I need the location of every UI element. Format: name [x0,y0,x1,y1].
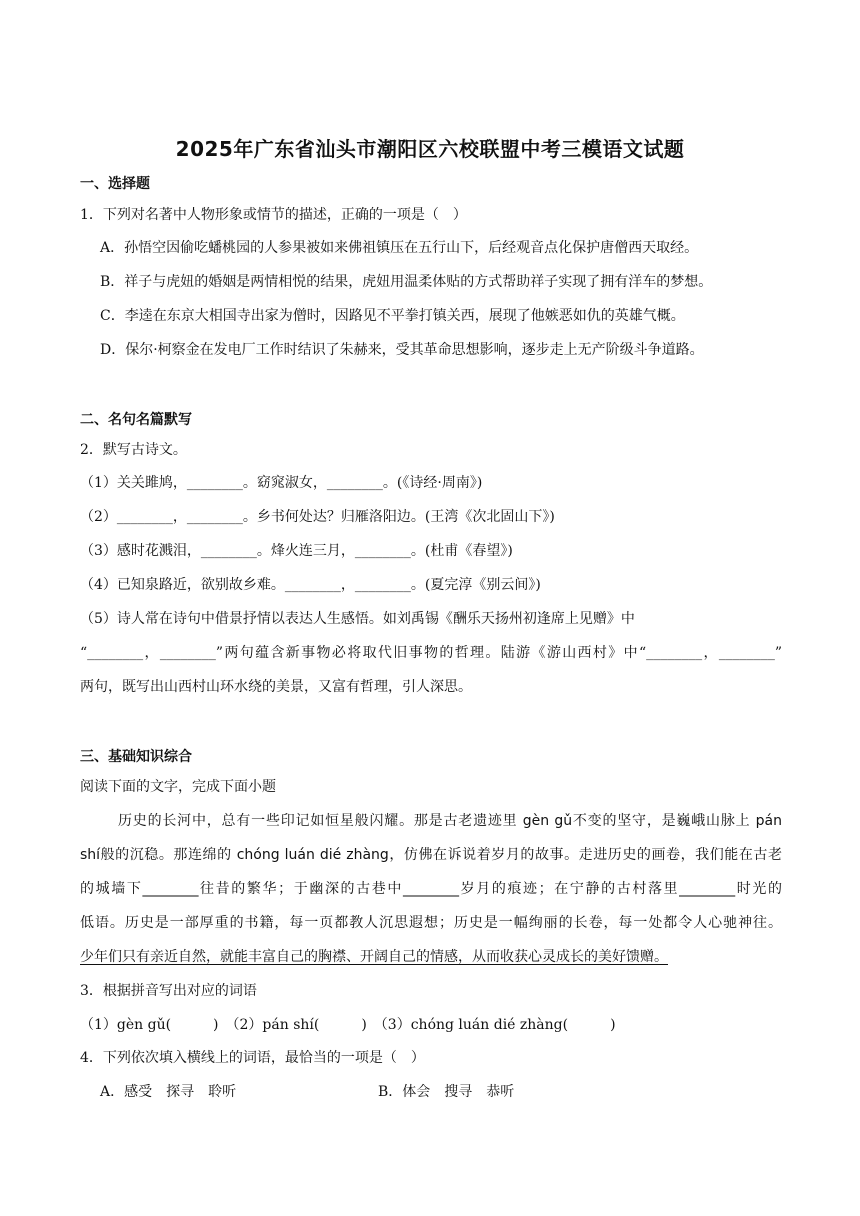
question-4-option-a: A．感受 探寻 聆听 [100,1084,237,1100]
question-1-option-c: C．李逵在东京大相国寺出家为僧时，因路见不平拳打镇关西，展现了他嫉恶如仇的英雄气概。 [100,308,685,324]
passage-line-2: shí般的沉稳。那连绵的 chóng luán dié zhàng，仿佛在诉说着岁月的故事。走进历史的画卷，我们能在古老 [80,847,782,863]
section-heading-choice: 一、选择题 [80,176,150,192]
question-1-option-b: B．祥子与虎妞的婚姻是两情相悦的结果，虎妞用温柔体贴的方式帮助祥子实现了拥有洋车的梦想。 [100,274,713,290]
question-2-item-5-line-3: 两句，既写出山西村山环水绕的美景，又富有哲理，引人深思。 [80,679,472,695]
passage-line-4: 低语。历史是一部厚重的书籍，每一页都教人沉思遐想；历史是一幅绚丽的长卷，每一处都令人心驰神往。 [80,915,782,931]
question-2-stem: 2．默写古诗文。 [80,442,187,458]
passage-line-1: 历史的长河中，总有一些印记如恒星般闪耀。那是古老遗迹里 gèn gǔ不变的坚守，是巍峨山脉上 pán [118,813,782,829]
question-3-stem: 3．根据拼音写出对应的词语 [80,983,257,999]
question-1-stem: 1．下列对名著中人物形象或情节的描述，正确的一项是（ ） [80,207,467,223]
question-4-stem: 4．下列依次填入横线上的词语，最恰当的一项是（ ） [80,1050,425,1066]
question-4-option-b: B．体会 搜寻 恭听 [378,1084,515,1100]
question-1-option-d: D．保尔·柯察金在发电厂工作时结识了朱赫来，受其革命思想影响，逐步走上无产阶级斗争道路。 [100,342,704,358]
passage-line-3: 的城墙下________往昔的繁华；于幽深的古巷中________岁月的痕迹；在宁静的古村落里________时光的 [80,881,782,897]
page-title: 2025年广东省汕头市潮阳区六校联盟中考三模语文试题 [175,137,685,161]
question-1-option-a: A．孙悟空因偷吃蟠桃园的人参果被如来佛祖镇压在五行山下，后经观音点化保护唐僧西天取经。 [100,240,699,256]
question-2-item-5-line-2: “________，________”两句蕴含新事物必将取代旧事物的哲理。陆游《游山西村》中“________，________” [80,645,782,661]
passage-underlined-sentence: 少年们只有亲近自然，就能丰富自己的胸襟、开阔自己的情感，从而收获心灵成长的美好馈赠。 [80,949,668,965]
question-2-item-4: （4）已知泉路近，欲别故乡难。________，________。(夏完淳《别云间》) [80,577,541,593]
section-heading-basics: 三、基础知识综合 [80,749,192,765]
question-2-item-5-line-1: （5）诗人常在诗句中借景抒情以表达人生感悟。如刘禹锡《酬乐天扬州初逢席上见赠》中 [80,611,635,627]
question-2-item-2: （2）________，________。乡书何处达？归雁洛阳边。(王湾《次北固山下》) [80,509,555,525]
question-3-items: （1）gèn gǔ( ) （2）pán shí( ) （3）chóng luán dié zhàng( ) [80,1017,616,1033]
reading-instruction: 阅读下面的文字，完成下面小题 [80,779,276,795]
question-2-item-3: （3）感时花溅泪，________。烽火连三月，________。(杜甫《春望》) [80,543,513,559]
section-heading-recitation: 二、名句名篇默写 [80,412,192,428]
question-2-item-1: （1）关关雎鸠，________。窈窕淑女，________。(《诗经·周南》) [80,475,483,491]
